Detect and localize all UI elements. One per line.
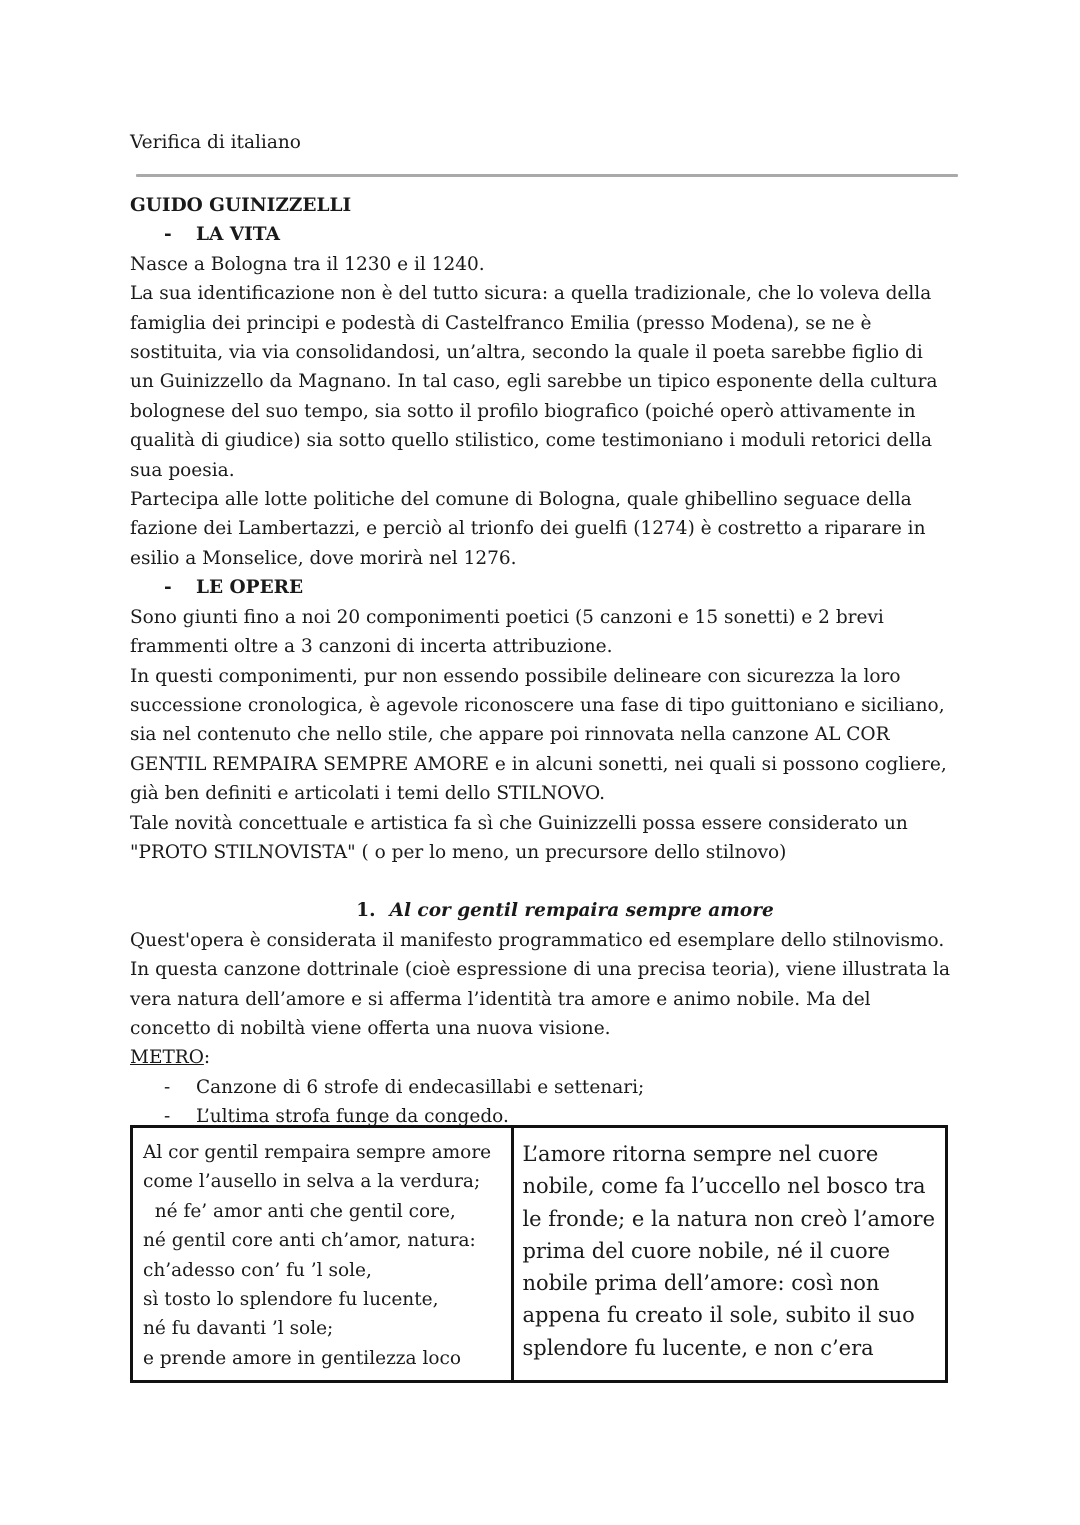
- paraphrase-line: le fronde; e la natura non creò l’amore: [522, 1206, 935, 1231]
- verse-line: né fu davanti ’l sole;: [143, 1318, 334, 1340]
- verse-line: sì tosto lo splendore fu lucente,: [143, 1289, 439, 1311]
- paraphrase-line: appena fu creato il sole, subito il suo: [522, 1303, 915, 1328]
- verse-line: ch’adesso con’ fu ’l sole,: [143, 1259, 372, 1281]
- section-heading-opere: [130, 573, 950, 602]
- header-divider: [136, 174, 958, 177]
- paraphrase-column: [514, 1128, 945, 1380]
- paraphrase-line: prima del cuore nobile, né il cuore: [522, 1238, 891, 1263]
- poem-number: 1.: [356, 900, 376, 922]
- poem-title: [130, 896, 950, 925]
- verse-line: né gentil core anti ch’amor, natura:: [143, 1230, 476, 1252]
- metro-label: METRO: [130, 1047, 204, 1069]
- metro-colon: :: [203, 1047, 211, 1069]
- metro-label-line: [130, 1043, 950, 1072]
- verse-line: e prende amore in gentilezza loco: [143, 1347, 462, 1369]
- dash-bullet: -: [164, 1076, 171, 1098]
- opere-paragraph: In questi componimenti, pur non essendo possibile delineare con sicurezza la loro successione cronologica, è agevole riconoscere una fase di tipo guittoniano e siciliano, sia nel contenuto che nello stile, che appare poi rinnovata nella canzone AL COR GENTIL REMPAIRA SEMPRE AMORE e in alcuni sonetti, nei quali si possono cogliere, già ben definiti e articolati i temi dello STILNOVO.: [130, 665, 947, 805]
- paraphrase-line: nobile, come fa l’uccello nel bosco tra: [522, 1174, 926, 1199]
- dash-bullet: -: [164, 224, 172, 246]
- verse-line: come l’ausello in selva a la verdura;: [143, 1171, 481, 1193]
- section-heading-label: LA VITA: [196, 224, 280, 246]
- paraphrase-line: L’amore ritorna sempre nel cuore: [522, 1142, 879, 1166]
- opere-paragraph: Tale novità concettuale e artistica fa sì che Guinizzelli possa essere considerato un "PROTO STILNOVISTA" ( o per lo meno, un precursore dello stilnovo): [130, 812, 908, 863]
- poem-paragraph: In questa canzone dottrinale (cioè espressione di una precisa teoria), viene illustrata la vera natura dell’amore e si afferma l’identità tra amore e animo nobile. Ma del concetto di nobiltà viene offerta una nuova visione.: [130, 959, 951, 1039]
- list-item-text: Canzone di 6 strofe di endecasillabi e settenari;: [196, 1076, 645, 1098]
- verse-table: [130, 1125, 948, 1383]
- document-page: [130, 128, 950, 1132]
- document-title: Verifica di italiano: [130, 132, 301, 153]
- verse-line: né fe’ amor anti che gentil core,: [143, 1200, 456, 1222]
- dash-bullet: -: [164, 577, 172, 599]
- poem-paragraph: Quest'opera è considerata il manifesto programmatico ed esemplare dello stilnovismo.: [130, 929, 945, 951]
- paraphrase-line: nobile prima dell’amore: così non: [522, 1271, 880, 1296]
- blank-line: [130, 867, 950, 896]
- dash-bullet: -: [164, 1106, 171, 1128]
- vita-paragraph: La sua identificazione non è del tutto sicura: a quella tradizionale, che lo voleva della famiglia dei principi e podestà di Castelfranco Emilia (presso Modena), se ne è sostituita, via via consolidandosi, un’altra, secondo la quale il poeta sarebbe figlio di un Guinizzello da Magnano. In tal caso, egli sarebbe un tipico esponente della cultura bolognese del suo tempo, sia sotto il profilo biografico (poiché operò attivamente in qualità di giudice) sia sotto quello stilistico, come testimoniano i moduli retorici della sua poesia.: [130, 283, 938, 481]
- paraphrase-line: splendore fu lucente, e non c’era: [522, 1335, 874, 1360]
- opere-paragraph: Sono giunti fino a noi 20 componimenti poetici (5 canzoni e 15 sonetti) e 2 brevi frammenti oltre a 3 canzoni di incerta attribuzione.: [130, 606, 884, 658]
- list-item-text: L’ultima strofa funge da congedo.: [196, 1106, 509, 1128]
- verse-line: Al cor gentil rempaira sempre amore: [143, 1142, 492, 1163]
- metro-list: [130, 1073, 950, 1132]
- vita-paragraph: Partecipa alle lotte politiche del comune di Bologna, quale ghibellino seguace della fazione dei Lambertazzi, e perciò al trionfo dei guelfi (1274) è costretto a riparare in esilio a Monselice, dove morirà nel 1276.: [130, 489, 926, 569]
- section-heading-vita: [130, 220, 950, 249]
- author-heading: GUIDO GUINIZZELLI: [130, 195, 352, 216]
- poem-title-text: Al cor gentil rempaira sempre amore: [389, 900, 774, 922]
- original-verse-column: [133, 1128, 514, 1380]
- section-heading-label: LE OPERE: [196, 577, 304, 599]
- vita-paragraph: Nasce a Bologna tra il 1230 e il 1240.: [130, 253, 485, 275]
- list-item: [130, 1073, 950, 1102]
